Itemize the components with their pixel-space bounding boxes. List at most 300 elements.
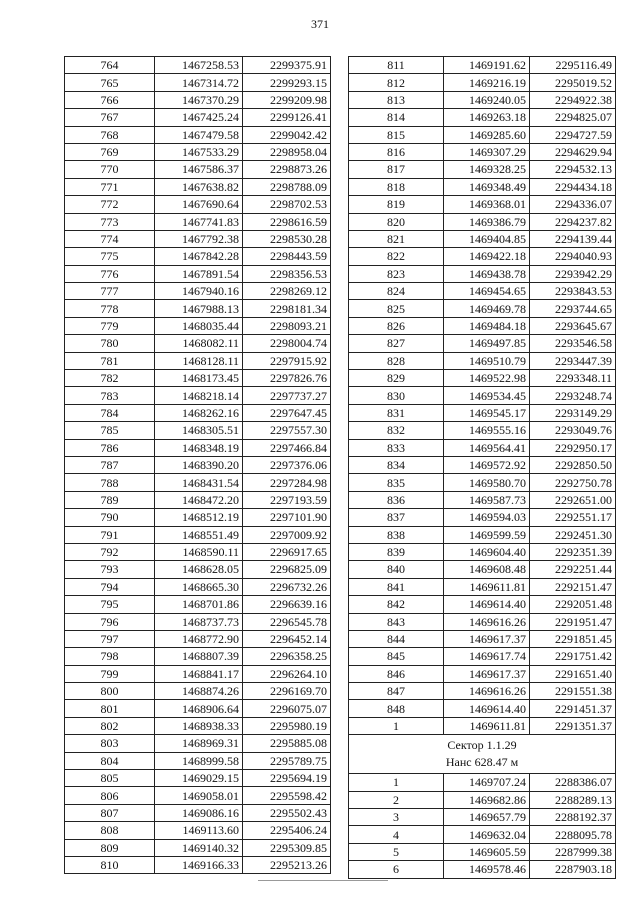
table-row [349, 126, 616, 143]
table-row [349, 74, 616, 91]
y-coordinate: 2295980.19 [243, 717, 331, 734]
y-coordinate: 2299375.91 [243, 57, 331, 74]
y-coordinate: 2298004.74 [243, 335, 331, 352]
x-coordinate: 1469587.73 [444, 491, 530, 508]
y-coordinate: 2291851.45 [530, 630, 616, 647]
point-number: 824 [349, 283, 444, 300]
table-row [349, 352, 616, 369]
point-number: 830 [349, 387, 444, 404]
y-coordinate: 2295598.42 [243, 787, 331, 804]
x-coordinate: 1469604.40 [444, 543, 530, 560]
point-number: 769 [65, 143, 155, 160]
y-coordinate: 2295406.24 [243, 822, 331, 839]
x-coordinate: 1467891.54 [155, 265, 243, 282]
x-coordinate: 1469594.03 [444, 509, 530, 526]
y-coordinate: 2298958.04 [243, 143, 331, 160]
y-coordinate: 2298702.53 [243, 196, 331, 213]
table-row [349, 456, 616, 473]
point-number: 807 [65, 804, 155, 821]
table-row [349, 283, 616, 300]
table-row [349, 178, 616, 195]
y-coordinate: 2292850.50 [530, 456, 616, 473]
y-coordinate: 2298356.53 [243, 265, 331, 282]
table-row [65, 178, 331, 195]
x-coordinate: 1468348.19 [155, 439, 243, 456]
x-coordinate: 1467479.58 [155, 126, 243, 143]
point-number: 798 [65, 648, 155, 665]
x-coordinate: 1469285.60 [444, 126, 530, 143]
y-coordinate: 2292151.47 [530, 578, 616, 595]
point-number: 829 [349, 370, 444, 387]
y-coordinate: 2296452.14 [243, 630, 331, 647]
table-row [349, 300, 616, 317]
y-coordinate: 2287903.18 [530, 861, 616, 878]
point-number: 815 [349, 126, 444, 143]
table-row [65, 491, 331, 508]
table-row [349, 161, 616, 178]
x-coordinate: 1468218.14 [155, 387, 243, 404]
point-number: 2 [349, 791, 444, 808]
y-coordinate: 2296825.09 [243, 561, 331, 578]
table-row [65, 543, 331, 560]
table-row [349, 826, 616, 843]
table-row [349, 543, 616, 560]
point-number: 833 [349, 439, 444, 456]
y-coordinate: 2291351.37 [530, 717, 616, 734]
point-number: 780 [65, 335, 155, 352]
table-row [65, 387, 331, 404]
table-row [65, 839, 331, 856]
table-row [349, 683, 616, 700]
point-number: 774 [65, 230, 155, 247]
point-number: 791 [65, 526, 155, 543]
y-coordinate: 2297737.27 [243, 387, 331, 404]
table-row [65, 352, 331, 369]
y-coordinate: 2292251.44 [530, 561, 616, 578]
point-number: 804 [65, 752, 155, 769]
point-number: 802 [65, 717, 155, 734]
table-row [65, 474, 331, 491]
y-coordinate: 2294922.38 [530, 91, 616, 108]
x-coordinate: 1468807.39 [155, 648, 243, 665]
y-coordinate: 2294139.44 [530, 230, 616, 247]
x-coordinate: 1468628.05 [155, 561, 243, 578]
point-number: 800 [65, 683, 155, 700]
point-number: 845 [349, 648, 444, 665]
y-coordinate: 2295885.08 [243, 735, 331, 752]
y-coordinate: 2299209.98 [243, 91, 331, 108]
x-coordinate: 1468701.86 [155, 596, 243, 613]
point-number: 799 [65, 665, 155, 682]
point-number: 779 [65, 317, 155, 334]
y-coordinate: 2292051.48 [530, 596, 616, 613]
point-number: 835 [349, 474, 444, 491]
table-row [349, 57, 616, 74]
table-row [349, 248, 616, 265]
table-row [65, 439, 331, 456]
point-number: 790 [65, 509, 155, 526]
x-coordinate: 1469029.15 [155, 770, 243, 787]
x-coordinate: 1469605.59 [444, 843, 530, 860]
table-row [349, 370, 616, 387]
x-coordinate: 1468431.54 [155, 474, 243, 491]
y-coordinate: 2294532.13 [530, 161, 616, 178]
point-number: 773 [65, 213, 155, 230]
table-row [65, 161, 331, 178]
y-coordinate: 2293248.74 [530, 387, 616, 404]
x-coordinate: 1469348.49 [444, 178, 530, 195]
x-coordinate: 1469522.98 [444, 370, 530, 387]
y-coordinate: 2296639.16 [243, 596, 331, 613]
point-number: 837 [349, 509, 444, 526]
x-coordinate: 1467370.29 [155, 91, 243, 108]
table-row [349, 791, 616, 808]
point-number: 778 [65, 300, 155, 317]
point-number: 816 [349, 143, 444, 160]
x-coordinate: 1467842.28 [155, 248, 243, 265]
y-coordinate: 2299126.41 [243, 109, 331, 126]
y-coordinate: 2298873.26 [243, 161, 331, 178]
table-row [349, 526, 616, 543]
y-coordinate: 2291451.37 [530, 700, 616, 717]
y-coordinate: 2293447.39 [530, 352, 616, 369]
table-row [349, 317, 616, 334]
point-number: 777 [65, 283, 155, 300]
table-row [349, 143, 616, 160]
coordinates-table-right [348, 56, 616, 879]
point-number: 805 [65, 770, 155, 787]
x-coordinate: 1467741.83 [155, 213, 243, 230]
y-coordinate: 2295019.52 [530, 74, 616, 91]
table-row [65, 856, 331, 873]
point-number: 847 [349, 683, 444, 700]
x-coordinate: 1469616.26 [444, 683, 530, 700]
point-number: 5 [349, 843, 444, 860]
y-coordinate: 2299042.42 [243, 126, 331, 143]
y-coordinate: 2288192.37 [530, 809, 616, 826]
y-coordinate: 2296545.78 [243, 613, 331, 630]
table-row [349, 809, 616, 826]
table-row [65, 700, 331, 717]
point-number: 817 [349, 161, 444, 178]
point-number: 781 [65, 352, 155, 369]
table-row [65, 404, 331, 421]
x-coordinate: 1468551.49 [155, 526, 243, 543]
x-coordinate: 1469534.45 [444, 387, 530, 404]
table-row [65, 196, 331, 213]
sector-header [349, 735, 616, 774]
table-row [349, 613, 616, 630]
point-number: 788 [65, 474, 155, 491]
x-coordinate: 1468772.90 [155, 630, 243, 647]
y-coordinate: 2294040.93 [530, 248, 616, 265]
table-row [65, 422, 331, 439]
y-coordinate: 2294727.59 [530, 126, 616, 143]
right-table-body-top [349, 57, 616, 735]
y-coordinate: 2292351.39 [530, 543, 616, 560]
y-coordinate: 2298788.09 [243, 178, 331, 195]
sector-name: Сектор 1.1.29 [447, 738, 517, 753]
table-row [349, 387, 616, 404]
x-coordinate: 1468512.19 [155, 509, 243, 526]
y-coordinate: 2294629.94 [530, 143, 616, 160]
point-number: 841 [349, 578, 444, 595]
point-number: 810 [65, 856, 155, 873]
point-number: 793 [65, 561, 155, 578]
x-coordinate: 1468128.11 [155, 352, 243, 369]
point-number: 818 [349, 178, 444, 195]
table-row [349, 230, 616, 247]
y-coordinate: 2288386.07 [530, 774, 616, 791]
y-coordinate: 2291651.40 [530, 665, 616, 682]
point-number: 838 [349, 526, 444, 543]
point-number: 823 [349, 265, 444, 282]
table-row [65, 509, 331, 526]
point-number: 797 [65, 630, 155, 647]
y-coordinate: 2293348.11 [530, 370, 616, 387]
x-coordinate: 1469580.70 [444, 474, 530, 491]
table-row [349, 665, 616, 682]
point-number: 826 [349, 317, 444, 334]
y-coordinate: 2294336.07 [530, 196, 616, 213]
point-number: 820 [349, 213, 444, 230]
table-row [349, 404, 616, 421]
y-coordinate: 2293149.29 [530, 404, 616, 421]
point-number: 803 [65, 735, 155, 752]
table-row [65, 91, 331, 108]
x-coordinate: 1469328.25 [444, 161, 530, 178]
table-row [349, 91, 616, 108]
table-row [65, 126, 331, 143]
y-coordinate: 2297466.84 [243, 439, 331, 456]
x-coordinate: 1469707.24 [444, 774, 530, 791]
point-number: 821 [349, 230, 444, 247]
table-row [65, 787, 331, 804]
x-coordinate: 1469572.92 [444, 456, 530, 473]
x-coordinate: 1468938.33 [155, 717, 243, 734]
x-coordinate: 1469484.18 [444, 317, 530, 334]
point-number: 808 [65, 822, 155, 839]
table-row [65, 265, 331, 282]
point-number: 783 [65, 387, 155, 404]
x-coordinate: 1467988.13 [155, 300, 243, 317]
point-number: 4 [349, 826, 444, 843]
table-row [65, 370, 331, 387]
table-row [349, 422, 616, 439]
table-row [65, 283, 331, 300]
point-number: 787 [65, 456, 155, 473]
table-row [349, 561, 616, 578]
x-coordinate: 1469166.33 [155, 856, 243, 873]
point-number: 828 [349, 352, 444, 369]
y-coordinate: 2297557.30 [243, 422, 331, 439]
right-table-body-bottom [349, 774, 616, 878]
x-coordinate: 1468082.11 [155, 335, 243, 352]
y-coordinate: 2292551.17 [530, 509, 616, 526]
table-row [349, 843, 616, 860]
y-coordinate: 2297647.45 [243, 404, 331, 421]
y-coordinate: 2293843.53 [530, 283, 616, 300]
y-coordinate: 2295213.26 [243, 856, 331, 873]
point-number: 770 [65, 161, 155, 178]
point-number: 812 [349, 74, 444, 91]
y-coordinate: 2291951.47 [530, 613, 616, 630]
y-coordinate: 2297826.76 [243, 370, 331, 387]
point-number: 3 [349, 809, 444, 826]
x-coordinate: 1468305.51 [155, 422, 243, 439]
table-row [349, 491, 616, 508]
point-number: 789 [65, 491, 155, 508]
point-number: 822 [349, 248, 444, 265]
table-row [65, 770, 331, 787]
x-coordinate: 1469632.04 [444, 826, 530, 843]
y-coordinate: 2293645.67 [530, 317, 616, 334]
table-row [65, 143, 331, 160]
x-coordinate: 1467940.16 [155, 283, 243, 300]
x-coordinate: 1468906.64 [155, 700, 243, 717]
y-coordinate: 2298530.28 [243, 230, 331, 247]
table-row [349, 265, 616, 282]
table-row [65, 665, 331, 682]
x-coordinate: 1468737.73 [155, 613, 243, 630]
y-coordinate: 2297284.98 [243, 474, 331, 491]
y-coordinate: 2296917.65 [243, 543, 331, 560]
x-coordinate: 1468874.26 [155, 683, 243, 700]
table-row [65, 526, 331, 543]
point-number: 1 [349, 717, 444, 734]
point-number: 768 [65, 126, 155, 143]
table-row [65, 804, 331, 821]
y-coordinate: 2296358.25 [243, 648, 331, 665]
y-coordinate: 2295502.43 [243, 804, 331, 821]
y-coordinate: 2296169.70 [243, 683, 331, 700]
coordinates-table-left [64, 56, 331, 874]
point-number: 827 [349, 335, 444, 352]
y-coordinate: 2296075.07 [243, 700, 331, 717]
point-number: 795 [65, 596, 155, 613]
point-number: 784 [65, 404, 155, 421]
x-coordinate: 1467586.37 [155, 161, 243, 178]
table-row [349, 196, 616, 213]
y-coordinate: 2295694.19 [243, 770, 331, 787]
x-coordinate: 1469086.16 [155, 804, 243, 821]
x-coordinate: 1469113.60 [155, 822, 243, 839]
table-row [65, 735, 331, 752]
x-coordinate: 1469140.32 [155, 839, 243, 856]
x-coordinate: 1468590.11 [155, 543, 243, 560]
bottom-rule [258, 880, 388, 881]
table-row [65, 335, 331, 352]
table-row [349, 509, 616, 526]
x-coordinate: 1468665.30 [155, 578, 243, 595]
x-coordinate: 1467638.82 [155, 178, 243, 195]
x-coordinate: 1469555.16 [444, 422, 530, 439]
point-number: 836 [349, 491, 444, 508]
x-coordinate: 1469368.01 [444, 196, 530, 213]
x-coordinate: 1467533.29 [155, 143, 243, 160]
point-number: 766 [65, 91, 155, 108]
x-coordinate: 1469386.79 [444, 213, 530, 230]
point-number: 848 [349, 700, 444, 717]
x-coordinate: 1469216.19 [444, 74, 530, 91]
table-row [65, 317, 331, 334]
y-coordinate: 2297915.92 [243, 352, 331, 369]
table-row [349, 578, 616, 595]
y-coordinate: 2292950.17 [530, 439, 616, 456]
x-coordinate: 1469682.86 [444, 791, 530, 808]
sector-cell [349, 735, 616, 774]
point-number: 792 [65, 543, 155, 560]
left-table-body [65, 57, 331, 874]
x-coordinate: 1469191.62 [444, 57, 530, 74]
y-coordinate: 2298269.12 [243, 283, 331, 300]
y-coordinate: 2288095.78 [530, 826, 616, 843]
table-row [349, 717, 616, 734]
point-number: 772 [65, 196, 155, 213]
x-coordinate: 1469404.85 [444, 230, 530, 247]
point-number: 819 [349, 196, 444, 213]
y-coordinate: 2292451.30 [530, 526, 616, 543]
point-number: 765 [65, 74, 155, 91]
y-coordinate: 2297193.59 [243, 491, 331, 508]
point-number: 809 [65, 839, 155, 856]
x-coordinate: 1469617.74 [444, 648, 530, 665]
point-number: 6 [349, 861, 444, 878]
table-row [65, 561, 331, 578]
y-coordinate: 2292651.00 [530, 491, 616, 508]
point-number: 801 [65, 700, 155, 717]
point-number: 844 [349, 630, 444, 647]
point-number: 764 [65, 57, 155, 74]
point-number: 786 [65, 439, 155, 456]
y-coordinate: 2298616.59 [243, 213, 331, 230]
x-coordinate: 1467258.53 [155, 57, 243, 74]
point-number: 842 [349, 596, 444, 613]
table-row [65, 613, 331, 630]
x-coordinate: 1469608.48 [444, 561, 530, 578]
x-coordinate: 1469578.46 [444, 861, 530, 878]
y-coordinate: 2297101.90 [243, 509, 331, 526]
y-coordinate: 2292750.78 [530, 474, 616, 491]
point-number: 776 [65, 265, 155, 282]
sector-length: Нанс 628.47 м [445, 755, 519, 770]
point-number: 775 [65, 248, 155, 265]
x-coordinate: 1468999.58 [155, 752, 243, 769]
point-number: 846 [349, 665, 444, 682]
y-coordinate: 2293049.76 [530, 422, 616, 439]
x-coordinate: 1469263.18 [444, 109, 530, 126]
y-coordinate: 2299293.15 [243, 74, 331, 91]
y-coordinate: 2295116.49 [530, 57, 616, 74]
y-coordinate: 2298093.21 [243, 317, 331, 334]
point-number: 794 [65, 578, 155, 595]
y-coordinate: 2291551.38 [530, 683, 616, 700]
table-row [65, 648, 331, 665]
y-coordinate: 2288289.13 [530, 791, 616, 808]
y-coordinate: 2294237.82 [530, 213, 616, 230]
x-coordinate: 1469599.59 [444, 526, 530, 543]
point-number: 825 [349, 300, 444, 317]
y-coordinate: 2298181.34 [243, 300, 331, 317]
table-row [349, 109, 616, 126]
table-row [65, 683, 331, 700]
x-coordinate: 1469617.37 [444, 630, 530, 647]
table-row [349, 648, 616, 665]
point-number: 767 [65, 109, 155, 126]
x-coordinate: 1469617.37 [444, 665, 530, 682]
point-number: 839 [349, 543, 444, 560]
y-coordinate: 2294825.07 [530, 109, 616, 126]
